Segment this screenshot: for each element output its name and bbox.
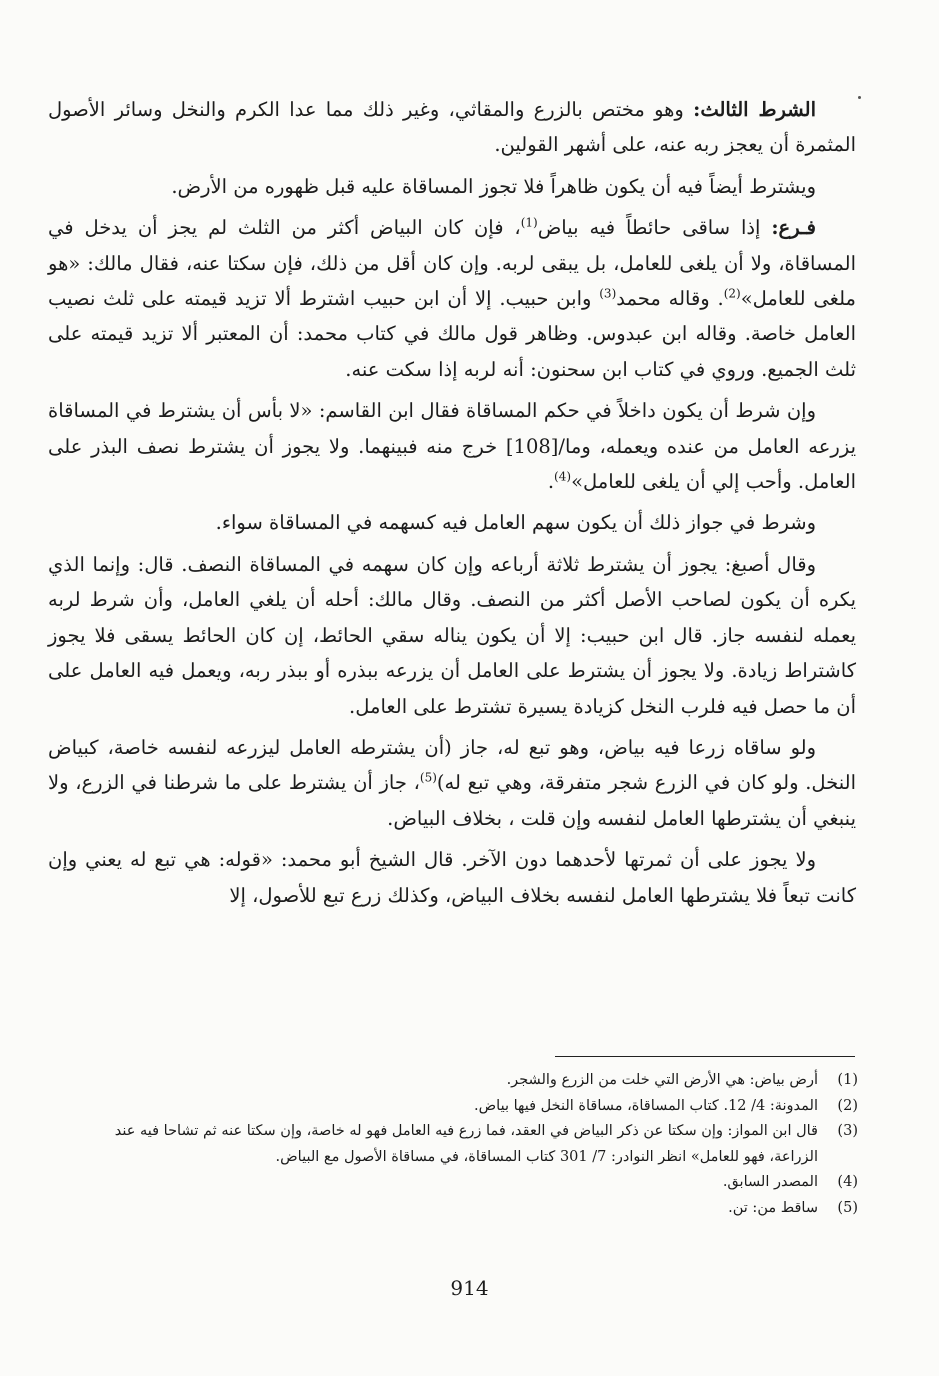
footnote-text: قال ابن المواز: وإن سكتا عن ذكر البياض في العقد، فما زرع فيه العامل فهو له خاصة، وإن سكتا عنه ثم تشاحا فيه عند الزراعة، فهو للعامل» انظر النوادر: 7/ 301 كتاب المساقاة، في مساقاة الأصول مع البياض. — [114, 1123, 818, 1165]
paragraph-1: الشرط الثالث: وهو مختص بالزرع والمقاثي، وغير ذلك مما عدا الكرم والنخل وسائر الأصول المثمرة أن يعجز ربه عنه، على أشهر القولين. — [48, 98, 856, 157]
footnote-number: (1) — [837, 1072, 858, 1088]
footnote-ref-3[interactable]: (3) — [599, 286, 617, 301]
footnote-4 — [70, 1170, 858, 1196]
footnote-number: (4) — [837, 1174, 858, 1190]
paragraph-3: فـرع: إذا ساقى حائطاً فيه بياض$^{(1)}$، فإن كان البياض أكثر من الثلث لم يجز أن يدخل في المساقاة، ولا أن يلغى للعامل، بل يبقى لربه. وإن كان أقل من ذلك، فإن سكتا عنه، فقال مالك: «هو ملغى للعامل»$^{(2)}$. وقاله محمد$^{(3)}$ وابن حبيب. إلا أن ابن حبيب اشترط ألا تزيد قيمته على ثلث نصيب العامل خاصة. وقاله ابن عبدوس. وظاهر قول مالك في كتاب محمد: أن المعتبر ألا تزيد قيمته على ثلث الجميع. وروي في كتاب ابن سحنون: أنه لربه إذا سكت عنه. — [48, 215, 856, 381]
footnote-ref-2[interactable]: (2) — [723, 286, 741, 301]
footnote-number: (3) — [837, 1123, 858, 1139]
footnotes — [70, 1068, 858, 1221]
heading-third-condition: الشرط الثالث: — [693, 98, 816, 121]
footnote-ref-5[interactable]: (5) — [419, 770, 437, 785]
paragraph-5: وشرط في جواز ذلك أن يكون سهم العامل فيه كسهمه في المساقاة سواء. — [215, 511, 816, 535]
paragraph-7: ولو ساقاه زرعا فيه بياض، وهو تبع له، جاز (أن يشترطه العامل ليزرعه لنفسه خاصة، كبياض النخل. ولو كان في الزرع شجر متفرقة، وهي تبع له)$^{(5)}$، جاز أن يشترط على ما شرطنا في الزرع، ولا ينبغي أن يشترطها العامل لنفسه وإن قلت ، بخلاف البياض. — [48, 735, 856, 830]
footnote-1 — [70, 1068, 858, 1094]
footnote-text: أرض بياض: هي الأرض التي خلت من الزرع والشجر. — [506, 1072, 818, 1088]
main-text — [48, 92, 856, 919]
footnote-ref-1[interactable]: (1) — [520, 215, 538, 230]
paragraph-8: ولا يجوز على أن ثمرتها لأحدهما دون الآخر. قال الشيخ أبو محمد: «قوله: هي تبع له يعني وإن كانت تبعاً فلا يشترطها العامل لنفسه بخلاف البياض، وكذلك زرع تبع للأصول، إلا — [48, 848, 856, 907]
page-number: 914 — [450, 1276, 489, 1300]
footnote-3 — [70, 1119, 858, 1170]
footnote-text: المصدر السابق. — [722, 1174, 818, 1190]
footnote-text: المدونة: 4/ 12. كتاب المساقاة، مساقاة النخل فيها بياض. — [474, 1097, 818, 1114]
paragraph-6: وقال أصبغ: يجوز أن يشترط ثلاثة أرباعه وإن كان سهمه في المساقاة النصف. قال: وإنما الذي يكره أن يكون لصاحب الأصل أكثر من النصف. وقال مالك: أحله أن يلغي العامل، وأن شرط لربه يعمله لنفسه جاز. قال ابن حبيب: إلا أن يكون يناله سقي الحائط، إن كان الحائط يسقى فلا يجوز كاشتراط زيادة. ولا يجوز أن يشترط على العامل أن يزرعه ببذره أو ببذر ربه، ويعمل فيه العامل على أن ما حصل فيه فلرب النخل كزيادة يسيرة تشترط على العامل. — [48, 552, 856, 718]
footnote-text: ساقط من: تن. — [728, 1199, 818, 1216]
heading-branch: فـرع: — [771, 216, 816, 240]
footnote-number: (2) — [837, 1097, 858, 1114]
margin-mark — [858, 96, 861, 99]
paragraph-4: وإن شرط أن يكون داخلاً في حكم المساقاة فقال ابن القاسم: «لا بأس أن يشترط في المساقاة يزرعه العامل من عنده ويعمله، وما/[108] خرج منه فبينهما. ولا يجوز أن يشترط نصف البذر على العامل. وأحب إلي أن يلغى للعامل»$^{(4)}$. — [48, 399, 857, 494]
footnote-5 — [70, 1196, 858, 1222]
footnote-ref-4[interactable]: (4) — [554, 469, 572, 484]
footnote-number: (5) — [837, 1199, 858, 1216]
paragraph-2: ويشترط أيضاً فيه أن يكون ظاهراً فلا تجوز المساقاة عليه قبل ظهوره من الأرض. — [171, 174, 816, 198]
footnote-2 — [70, 1094, 858, 1120]
footnote-separator — [555, 1056, 855, 1057]
